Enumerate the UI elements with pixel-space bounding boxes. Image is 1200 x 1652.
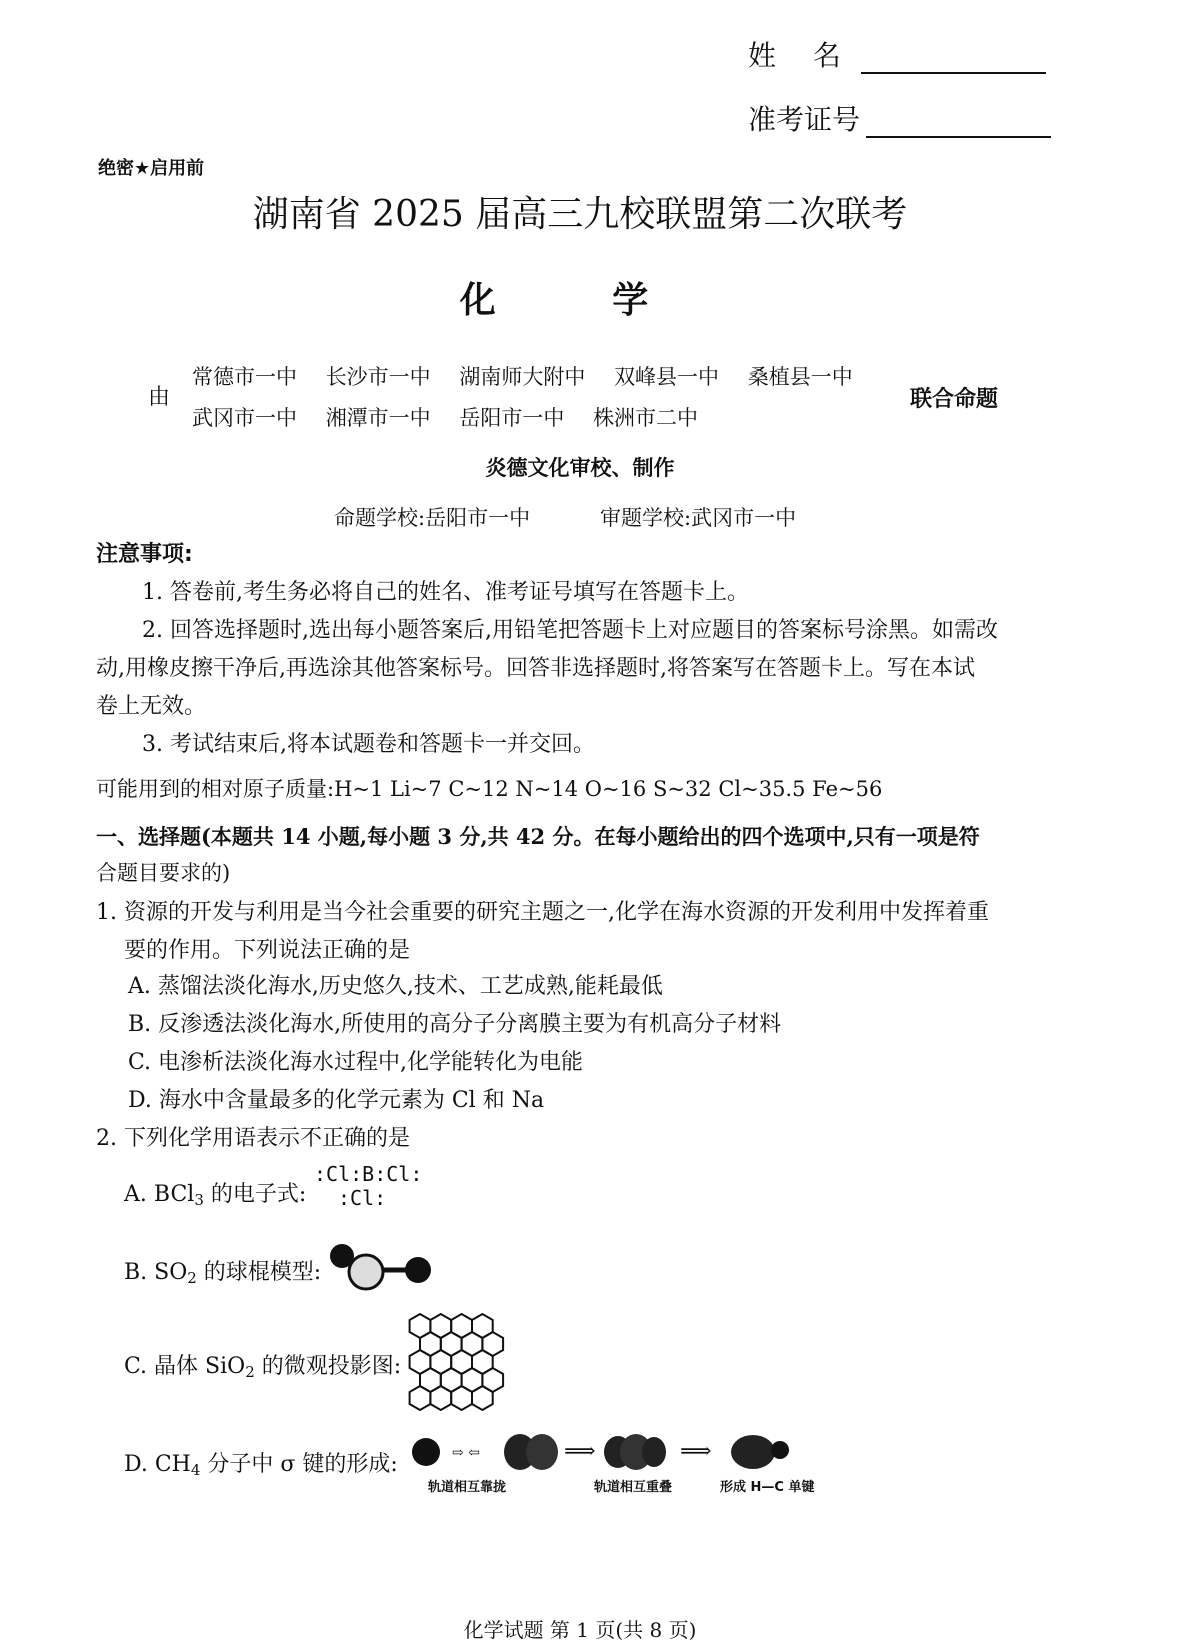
schools-row-1: [192, 361, 875, 391]
caption-overlap: 轨道相互重叠: [594, 1480, 673, 1495]
notes-title: 注意事项:: [96, 542, 193, 567]
setter-school: 命题学校:岳阳市一中: [334, 506, 531, 530]
id-blank[interactable]: [866, 110, 1051, 138]
school-name: 桑植县一中: [747, 365, 853, 389]
id-field: [748, 102, 1051, 138]
q1-option-a: A. 蒸馏法淡化海水,历史悠久,技术、工艺成熟,能耗最低: [128, 974, 663, 999]
section-header-cont: 合题目要求的): [96, 861, 231, 885]
q2-a-sub: 3: [194, 1191, 204, 1209]
q1-option-c: C. 电渗析法淡化海水过程中,化学能转化为电能: [128, 1050, 584, 1075]
q2-c-label: C. 晶体 SiO: [124, 1354, 246, 1379]
name-blank[interactable]: [861, 46, 1046, 74]
sio2-hex-ring: [451, 1386, 472, 1410]
q2-b-tail: 的球棍模型:: [196, 1260, 322, 1285]
exam-title: 湖南省 2025 届高三九校联盟第二次联考: [252, 194, 908, 235]
q1-stem-cont: 要的作用。下列说法正确的是: [124, 938, 411, 963]
q1-stem: 1. 资源的开发与利用是当今社会重要的研究主题之一,化学在海水资源的开发利用中发挥着重: [96, 900, 989, 925]
q2-option-c: [124, 1352, 401, 1387]
q2-d-tail: 分子中 σ 键的形成:: [200, 1452, 398, 1477]
q2-d-label: D. CH: [124, 1452, 191, 1477]
sio2-hex-ring: [430, 1386, 451, 1410]
caption-approach: 轨道相互靠拢: [428, 1480, 507, 1495]
q2-a-tail: 的电子式:: [203, 1182, 307, 1207]
id-label: 准考证号: [748, 103, 861, 136]
q1-option-b: B. 反渗透法淡化海水,所使用的高分子分离膜主要为有机高分子材料: [128, 1012, 782, 1037]
sio2-projection-diagram: [406, 1312, 530, 1430]
sio2-hex-ring: [472, 1386, 493, 1410]
page-footer: 化学试题 第 1 页(共 8 页): [463, 1618, 697, 1642]
school-name: 长沙市一中: [325, 365, 431, 389]
note-item: 2. 回答选择题时,选出每小题答案后,用铅笔把答题卡上对应题目的答案标号涂黑。如需改: [142, 618, 998, 643]
subject-title: 化 学: [459, 280, 701, 321]
school-name: 双峰县一中: [614, 365, 720, 389]
sigma-bond-formation-diagram: [408, 1430, 808, 1474]
atomic-masses: 可能用到的相对原子质量:H~1 Li~7 C~12 N~14 O~16 S~32 Cl~35.5 Fe~56: [96, 777, 883, 801]
producer: 炎德文化审校、制作: [485, 456, 675, 480]
name-field: [748, 38, 1046, 74]
school-name: 湖南师大附中: [459, 365, 586, 389]
q2-b-label: B. SO: [124, 1260, 188, 1285]
name-label: 姓 名: [748, 39, 855, 72]
q2-option-a: [124, 1180, 306, 1215]
bcl3-electron-formula: [314, 1162, 422, 1210]
q2-option-b: [124, 1258, 321, 1293]
q2-b-sub: 2: [187, 1269, 197, 1287]
bcl3-formula-bottom: :Cl:: [338, 1186, 387, 1210]
q2-stem: 2. 下列化学用语表示不正确的是: [96, 1126, 410, 1151]
note-item: 1. 答卷前,考生务必将自己的姓名、准考证号填写在答题卡上。: [142, 580, 749, 605]
schools-prefix: 由: [148, 385, 171, 410]
q2-option-d: [124, 1450, 398, 1485]
reviewer-school: 审题学校:武冈市一中: [600, 506, 797, 530]
q1-option-d: D. 海水中含量最多的化学元素为 Cl 和 Na: [128, 1088, 545, 1113]
schools-suffix: 联合命题: [910, 387, 999, 412]
q2-c-sub: 2: [245, 1363, 255, 1381]
sio2-hex-ring: [410, 1386, 431, 1410]
svg-text:⇨ ⇦: ⇨ ⇦: [452, 1445, 480, 1461]
q2-a-label: A. BCl: [124, 1182, 195, 1207]
school-name: 常德市一中: [192, 365, 297, 389]
school-name: 武冈市一中: [192, 406, 297, 430]
q2-c-tail: 的微观投影图:: [254, 1354, 402, 1379]
so2-ball-stick-model: [324, 1242, 436, 1294]
school-name: 岳阳市一中: [459, 406, 565, 430]
note-item: 动,用橡皮擦干净后,再选涂其他答案标号。回答非选择题时,将答案写在答题卡上。写在本试: [96, 656, 975, 681]
bcl3-formula-top: :Cl:B:Cl:: [314, 1162, 423, 1186]
secret-label: 绝密★启用前: [98, 158, 205, 179]
school-name: 湘潭市一中: [325, 406, 431, 430]
svg-text:⟹: ⟹: [680, 1439, 712, 1464]
note-item: 卷上无效。: [96, 694, 207, 719]
schools-row-2: [192, 402, 720, 432]
q2-d-sub: 4: [190, 1461, 201, 1479]
caption-single-bond: 形成 H—C 单键: [720, 1480, 815, 1495]
school-name: 株洲市二中: [593, 406, 699, 430]
note-item: 3. 考试结束后,将本试题卷和答题卡一并交回。: [142, 732, 595, 757]
svg-text:⟹: ⟹: [564, 1439, 596, 1464]
section-header: 一、选择题(本题共 14 小题,每小题 3 分,共 42 分。在每小题给出的四个选项中,只有一项是符: [96, 824, 980, 849]
